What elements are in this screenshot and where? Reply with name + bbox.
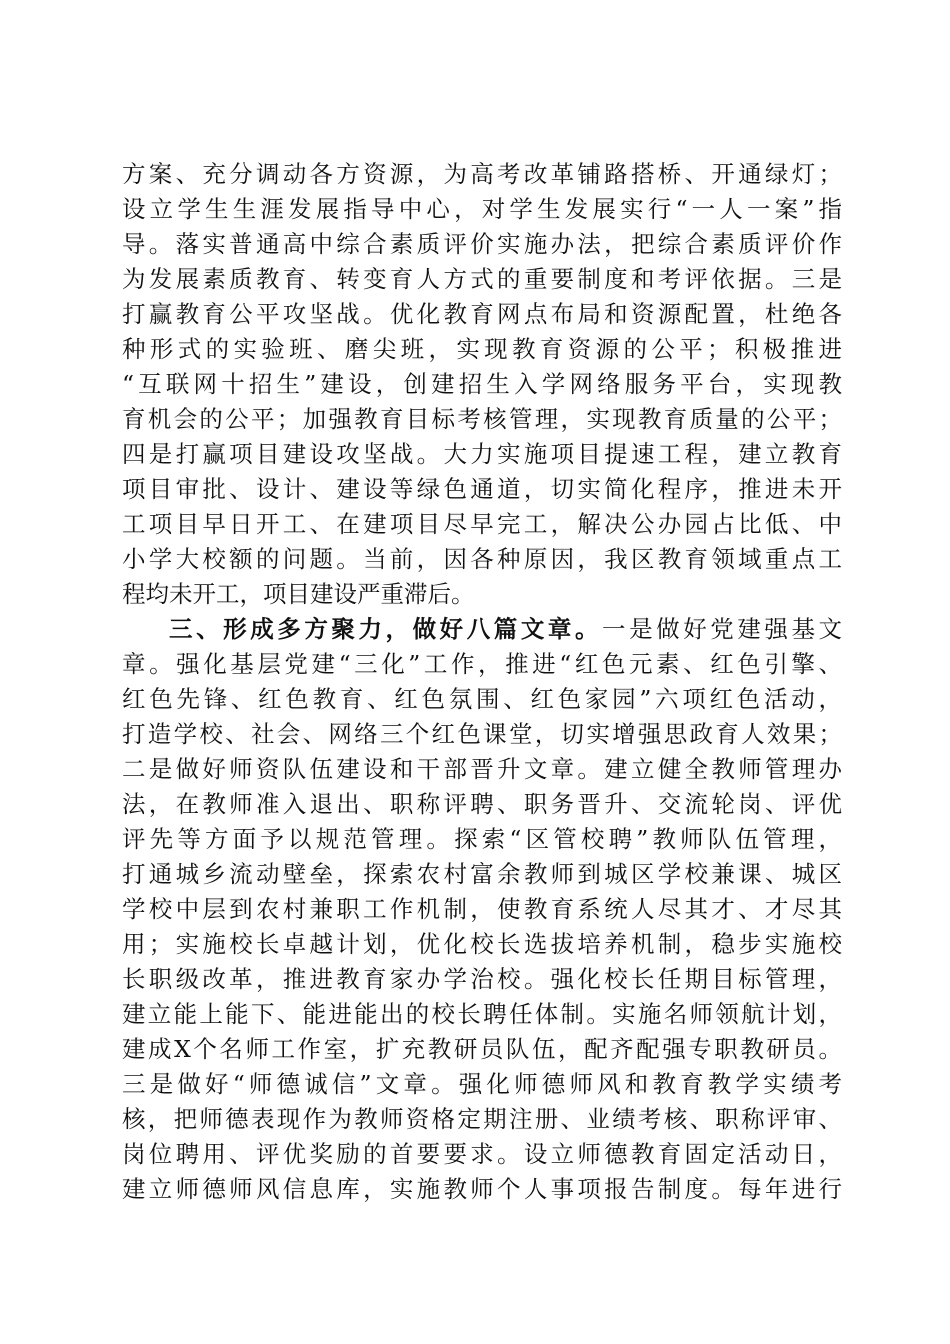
line-text: 建立能上能下、能进能出的校长聘任体制。实施名师领航计划，	[122, 1000, 845, 1028]
line-text: 二是做好师资队伍建设和干部晋升文章。建立健全教师管理办	[122, 755, 846, 783]
text-line	[122, 367, 847, 402]
text-line	[122, 542, 846, 577]
text-line	[122, 437, 846, 472]
line-text: 建立师德师风信息库，实施教师个人事项报告制度。每年进行	[122, 1175, 846, 1203]
text-line	[122, 1137, 846, 1172]
line-text: 章。强化基层党建“三化”工作，推进“红色元素、红色引擎、	[122, 650, 846, 678]
line-text: 长职级改革，推进教育家办学治校。强化校长任期目标管理，	[122, 965, 846, 993]
text-line-content	[122, 1102, 844, 1137]
text-line	[122, 612, 846, 647]
line-text: 打通城乡流动壁垒，探索农村富余教师到城区学校兼课、城区	[122, 860, 846, 888]
text-line-content	[122, 752, 845, 787]
text-line	[122, 157, 846, 192]
text-line	[122, 227, 846, 262]
text-line	[122, 682, 846, 717]
text-line-content	[122, 1032, 845, 1067]
line-text: “互联网十招生”建设，创建招生入学网络服务平台，实现教	[122, 370, 847, 398]
text-line	[122, 577, 842, 612]
text-line	[122, 1102, 845, 1137]
text-line-content	[122, 192, 846, 227]
section-heading: 三、形成多方聚力，做好八篇文章。	[169, 615, 603, 643]
line-text: 程均未开工，项目建设严重滞后。	[122, 580, 475, 608]
line-text: 法，在教师准入退出、职称评聘、职务晋升、交流轮岗、评优	[122, 790, 846, 818]
text-line-content	[122, 962, 845, 997]
text-line-content	[122, 647, 846, 682]
line-text: 种形式的实验班、磨尖班，实现教育资源的公平；积极推进	[122, 335, 847, 363]
text-line-content	[122, 612, 846, 647]
text-line	[122, 997, 845, 1032]
text-line	[122, 192, 847, 227]
text-line-content	[122, 367, 846, 402]
line-text: 导。落实普通高中综合素质评价实施办法，把综合素质评价作	[122, 230, 846, 258]
text-line-content	[122, 1172, 845, 1207]
line-text: 项目审批、设计、建设等绿色通道，切实简化程序，推进未开	[122, 475, 846, 503]
text-line	[122, 1032, 845, 1067]
line-text: 打赢教育公平攻坚战。优化教育网点布局和资源配置，杜绝各	[122, 300, 846, 328]
line-text: 方案、充分调动各方资源，为高考改革铺路搭桥、开通绿灯；	[122, 160, 846, 188]
line-text: 小学大校额的问题。当前，因各种原因，我区教育领域重点工	[122, 545, 846, 573]
line-text: 评先等方面予以规范管理。探索“区管校聘”教师队伍管理，	[122, 825, 847, 853]
text-line-content	[122, 332, 846, 367]
document-body	[122, 157, 847, 1207]
text-line	[122, 1172, 846, 1207]
line-text: 用；实施校长卓越计划，优化校长选拔培养机制，稳步实施校	[122, 930, 846, 958]
text-line-content	[122, 297, 845, 332]
text-line	[122, 262, 846, 297]
text-line-content	[122, 577, 475, 612]
text-line	[122, 507, 846, 542]
line-text: 设立学生生涯发展指导中心，对学生发展实行“一人一案”指	[122, 195, 847, 223]
text-line-content	[122, 682, 846, 717]
text-line-content	[122, 1067, 846, 1102]
text-line-content	[122, 472, 845, 507]
text-line-content	[122, 927, 845, 962]
text-line-content	[122, 717, 844, 752]
line-text: 工项目早日开工、在建项目尽早完工，解决公办园占比低、中	[122, 510, 846, 538]
line-text: 三是做好“师德诚信”文章。强化师德师风和教育教学实绩考	[122, 1070, 847, 1098]
text-line-content	[122, 787, 845, 822]
text-line-content	[122, 892, 845, 927]
text-line	[122, 332, 847, 367]
text-line	[122, 927, 846, 962]
text-line	[122, 472, 846, 507]
text-line	[122, 647, 846, 682]
text-line	[122, 822, 847, 857]
text-line	[122, 1067, 847, 1102]
line-text: 岗位聘用、评优奖励的首要要求。设立师德教育固定活动日，	[122, 1140, 846, 1168]
text-line-content	[122, 227, 845, 262]
text-line-content	[122, 997, 844, 1032]
text-line	[122, 892, 846, 927]
line-text: 核，把师德表现作为教师资格定期注册、业绩考核、职称评审、	[122, 1105, 845, 1133]
text-line-content	[122, 1137, 845, 1172]
text-line	[122, 717, 845, 752]
line-text: 打造学校、社会、网络三个红色课堂，切实增强思政育人效果；	[122, 720, 845, 748]
line-text: 育机会的公平；加强教育目标考核管理，实现教育质量的公平；	[122, 405, 845, 433]
text-line-content	[122, 262, 845, 297]
text-line-content	[122, 857, 845, 892]
text-line-content	[122, 542, 845, 577]
text-line	[122, 297, 846, 332]
text-line	[122, 857, 846, 892]
line-text: 为发展素质教育、转变育人方式的重要制度和考评依据。三是	[122, 265, 846, 293]
text-line-content	[122, 507, 845, 542]
line-text: 一是做好党建强基文	[602, 615, 846, 643]
text-line-content	[122, 822, 846, 857]
text-line-content	[122, 157, 845, 192]
text-line-content	[122, 437, 845, 472]
text-line-content	[122, 402, 844, 437]
line-text: 建成X个名师工作室，扩充教研员队伍，配齐配强专职教研员。	[122, 1035, 845, 1063]
text-line	[122, 962, 846, 997]
line-text: 四是打赢项目建设攻坚战。大力实施项目提速工程，建立教育	[122, 440, 846, 468]
line-text: 学校中层到农村兼职工作机制，使教育系统人尽其才、才尽其	[122, 895, 846, 923]
line-text: 红色先锋、红色教育、红色氛围、红色家园”六项红色活动，	[122, 685, 846, 713]
text-line	[122, 752, 846, 787]
text-line	[122, 787, 846, 822]
text-line	[122, 402, 845, 437]
